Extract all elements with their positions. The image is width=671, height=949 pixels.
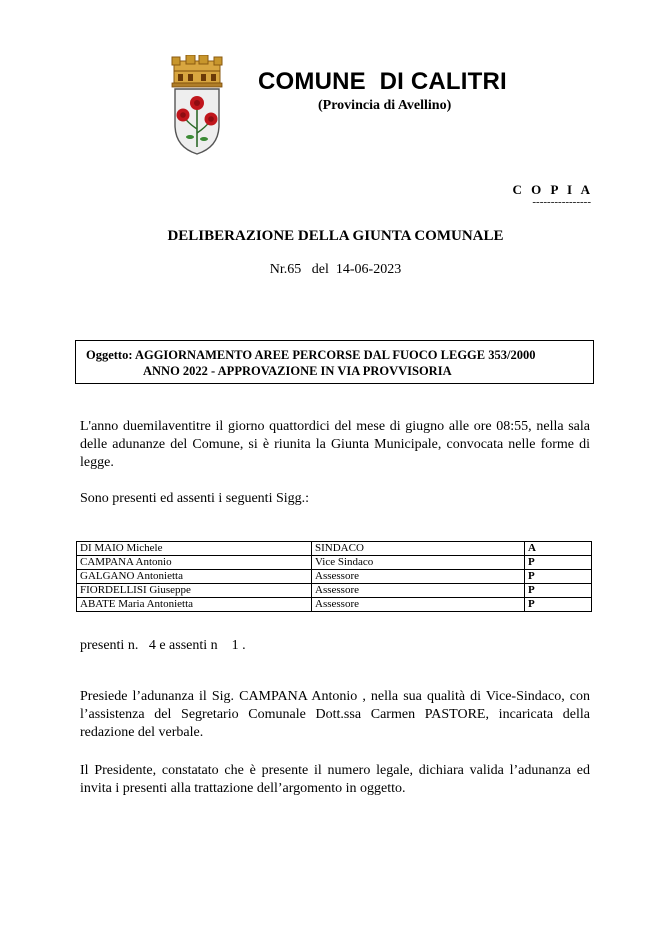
presidenza-paragraph: Presiede l’adunanza il Sig. CAMPANA Antonio , nella sua qualità di Vice-Sindaco, con l’assistenza del Segretario Comunale Dott.ssa Carmen PASTORE, incaricata della redazione del verbale. — [80, 689, 590, 740]
deliberazione-number-date: Nr.65 del 14-06-2023 — [269, 262, 402, 277]
member-role: Vice Sindaco — [312, 556, 525, 570]
member-status: P — [525, 584, 592, 598]
provincia-subtitle: (Provincia di Avellino) — [318, 98, 452, 113]
copia-underline: ---------------- — [532, 196, 591, 208]
oggetto-label: Oggetto: — [86, 348, 133, 362]
table-row — [77, 598, 592, 612]
table-row — [77, 584, 592, 598]
member-name: GALGANO Antonietta — [77, 570, 312, 584]
members-table — [76, 541, 592, 612]
oggetto-box — [75, 340, 594, 384]
presidente-paragraph: Il Presidente, constatato che è presente il numero legale, dichiara valida l’adunanza ed invita i presenti alla trattazione dell’argomento in oggetto. — [80, 763, 590, 796]
intro-paragraph: L'anno duemilaventitre il giorno quattordici del mese di giugno alle ore 08:55, nella sala delle adunanze del Comune, si è riunita la Giunta Municipale, convocata nelle forme di legge. — [80, 419, 590, 470]
attendance-count: presenti n. 4 e assenti n 1 . — [80, 638, 246, 653]
member-status: A — [525, 542, 592, 556]
member-status: P — [525, 598, 592, 612]
municipal-crest-icon — [168, 55, 226, 155]
member-status: P — [525, 570, 592, 584]
oggetto-text-1: AGGIORNAMENTO AREE PERCORSE DAL FUOCO LEGGE 353/2000 — [134, 348, 536, 362]
member-status: P — [525, 556, 592, 570]
member-role: Assessore — [312, 584, 525, 598]
member-role: Assessore — [312, 598, 525, 612]
deliberazione-title: DELIBERAZIONE DELLA GIUNTA COMUNALE — [167, 228, 504, 244]
presenti-intro: Sono presenti ed assenti i seguenti Sigg.: — [80, 491, 310, 506]
oggetto-text-2: ANNO 2022 - APPROVAZIONE IN VIA PROVVISORIA — [143, 364, 452, 378]
table-row — [77, 570, 592, 584]
member-name: DI MAIO Michele — [77, 542, 312, 556]
member-role: Assessore — [312, 570, 525, 584]
member-name: ABATE Maria Antonietta — [77, 598, 312, 612]
table-row — [77, 556, 592, 570]
comune-title: COMUNE DI CALITRI — [258, 68, 507, 95]
oggetto-line-1 — [86, 347, 593, 363]
member-name: FIORDELLISI Giuseppe — [77, 584, 312, 598]
member-name: CAMPANA Antonio — [77, 556, 312, 570]
table-row — [77, 542, 592, 556]
copia-label: C O P I A — [512, 182, 593, 197]
member-role: SINDACO — [312, 542, 525, 556]
